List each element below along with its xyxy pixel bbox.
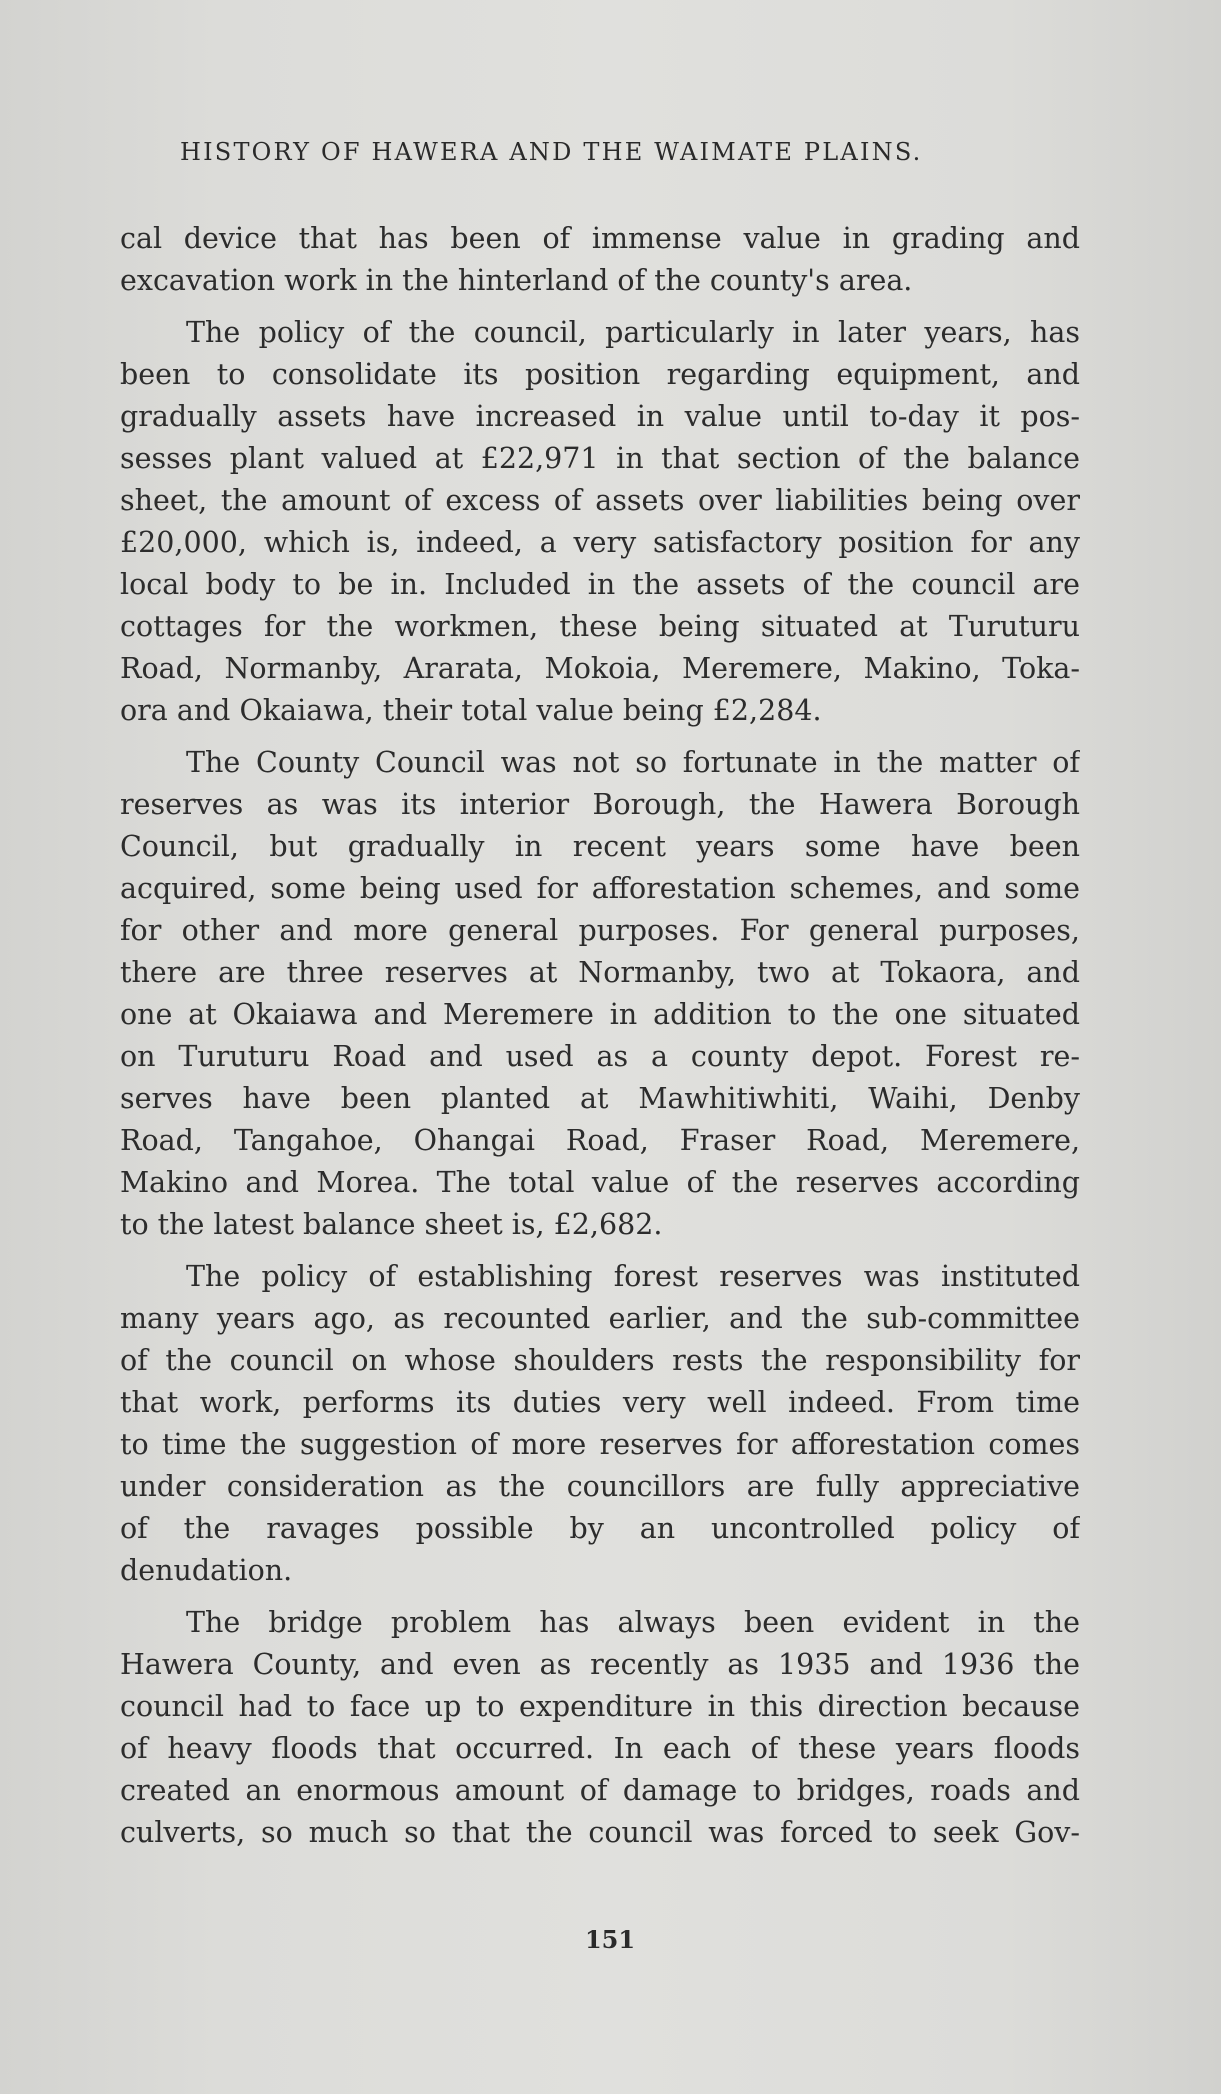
text-line: one at Okaiawa and Meremere in addition to the one situated xyxy=(120,998,1080,1031)
text-line: The County Council was not so fortunate in the matter of xyxy=(186,746,1080,779)
text-line: local body to be in. Included in the assets of the council are xyxy=(120,568,1080,601)
text-line: Council, but gradually in recent years some have been xyxy=(120,830,1080,863)
text-line: gradually assets have increased in value until to-day it pos- xyxy=(120,400,1080,433)
text-line: sesses plant valued at £22,971 in that section of the balance xyxy=(120,442,1080,475)
text-line: to time the suggestion of more reserves for afforestation comes xyxy=(120,1428,1080,1461)
paragraph xyxy=(120,312,1080,732)
text-line: sheet, the amount of excess of assets over liabilities being over xyxy=(120,484,1080,517)
text-line: The policy of establishing forest reserves was instituted xyxy=(186,1260,1080,1293)
text-line: under consideration as the councillors are fully appreciative xyxy=(120,1470,1080,1503)
text-line: The bridge problem has always been evident in the xyxy=(186,1606,1080,1639)
body-text xyxy=(120,218,1080,1864)
text-line: £20,000, which is, indeed, a very satisfactory position for any xyxy=(120,526,1080,559)
text-line: reserves as was its interior Borough, the Hawera Borough xyxy=(120,788,1080,821)
text-line: denudation. xyxy=(120,1554,293,1587)
text-line: acquired, some being used for afforestation schemes, and some xyxy=(120,872,1080,905)
text-line: created an enormous amount of damage to bridges, roads and xyxy=(120,1774,1080,1807)
paragraph xyxy=(120,1256,1080,1592)
text-line: of heavy floods that occurred. In each of these years floods xyxy=(120,1732,1080,1765)
text-line: excavation work in the hinterland of the county's area. xyxy=(120,264,913,297)
text-line: been to consolidate its position regarding equipment, and xyxy=(120,358,1080,391)
text-line: cal device that has been of immense value in grading and xyxy=(120,222,1080,255)
text-line: of the council on whose shoulders rests the responsibility for xyxy=(120,1344,1080,1377)
text-line: Makino and Morea. The total value of the reserves according xyxy=(120,1166,1080,1199)
text-line: Road, Tangahoe, Ohangai Road, Fraser Road, Meremere, xyxy=(120,1124,1080,1157)
paragraph xyxy=(120,218,1080,302)
text-line: The policy of the council, particularly in later years, has xyxy=(186,316,1080,349)
paragraph xyxy=(120,742,1080,1246)
text-line: ora and Okaiawa, their total value being £2,284. xyxy=(120,694,822,727)
page-number: 151 xyxy=(584,1925,636,1954)
text-line: that work, performs its duties very well indeed. From time xyxy=(120,1386,1080,1419)
text-line: Road, Normanby, Ararata, Mokoia, Meremere, Makino, Toka- xyxy=(120,652,1080,685)
paragraph xyxy=(120,1602,1080,1854)
text-line: cottages for the workmen, these being situated at Turuturu xyxy=(120,610,1080,643)
text-line: on Turuturu Road and used as a county depot. Forest re- xyxy=(120,1040,1080,1073)
text-line: culverts, so much so that the council was forced to seek Gov- xyxy=(120,1816,1080,1849)
text-line: Hawera County, and even as recently as 1935 and 1936 the xyxy=(120,1648,1080,1681)
text-line: council had to face up to expenditure in this direction because xyxy=(120,1690,1080,1723)
text-line: of the ravages possible by an uncontrolled policy of xyxy=(120,1512,1080,1545)
running-head: HISTORY OF HAWERA AND THE WAIMATE PLAINS. xyxy=(180,138,923,166)
text-line: there are three reserves at Normanby, two at Tokaora, and xyxy=(120,956,1080,989)
text-line: to the latest balance sheet is, £2,682. xyxy=(120,1208,663,1241)
text-line: serves have been planted at Mawhitiwhiti, Waihi, Denby xyxy=(120,1082,1080,1115)
text-line: many years ago, as recounted earlier, and the sub-committee xyxy=(120,1302,1080,1335)
text-line: for other and more general purposes. For general purposes, xyxy=(120,914,1080,947)
